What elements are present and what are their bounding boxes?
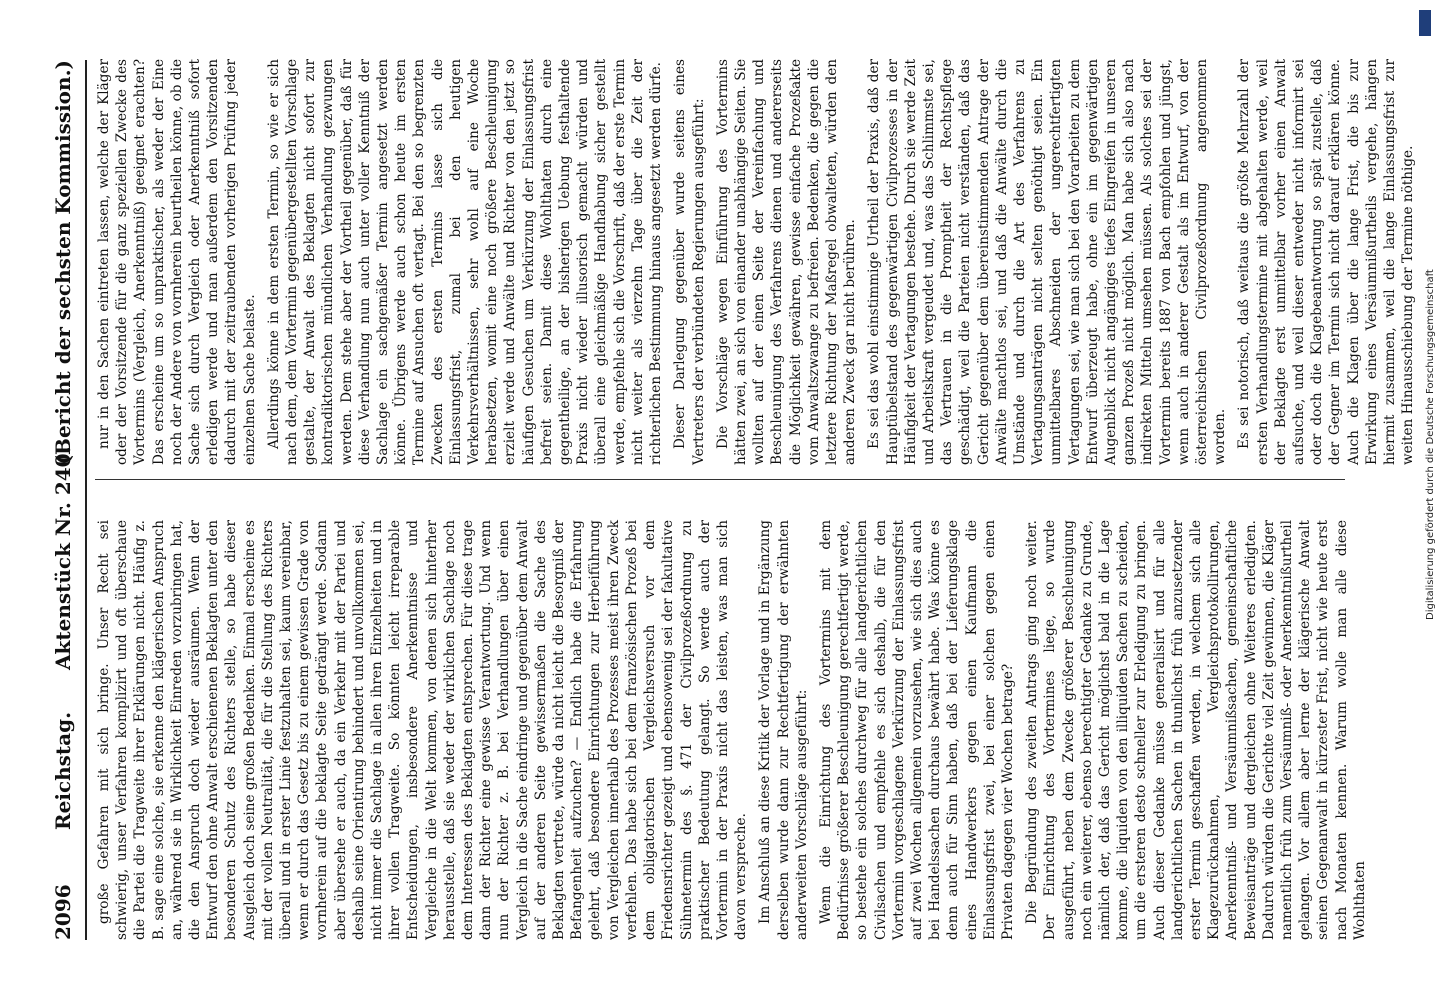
running-title-center: Aktenstück Nr. 240. bbox=[51, 446, 75, 670]
paragraph: Die Begründung des zweiten Antrags ging noch weiter. Der Einrichtung des Vortermines liege, so wurde ausgeführt, neben dem Zwecke größerer Beschleunigung noch ein weiterer, ebenso berechtigter Gedanke zu Grunde, nämlich der, daß das Gericht möglichst bald in die Lage komme, die liquiden von den illiquiden Sachen zu scheiden, um die ersteren desto schneller zur Erledigung zu bringen. Auch dieser Gedanke müsse generalisirt und für alle landgerichtlichen Sachen in thunlichst früh anzusetzender erster Termin geschaffen werden, in welchem sich alle Klagezurücknahmen, Vergleichsprotokollirungen, Anerkenntniß- und Versäumnißsachen, gemeinschaftliche Beweisanträge und dergleichen ohne Weiteres erledigten. Dadurch würden die Gerichte viel Zeit gewinnen, die Kläger namentlich früh zum Versäumniß- oder Anerkenntnißurtheil gelangen. Vor allem aber lerne der klägerische Anwalt seinen Gegenanwalt in kürzester Frist, nicht wie heute erst nach Monaten kennen. Warum wolle man alle diese Wohlthaten bbox=[1024, 520, 1368, 940]
running-title-right: (Bericht der sechsten Kommission.) bbox=[51, 60, 75, 465]
right-text-column bbox=[95, 59, 1417, 480]
dfg-logo bbox=[1419, 10, 1431, 36]
page-number: 2096 bbox=[51, 884, 75, 940]
paragraph: Im Anschluß an diese Kritik der Vorlage und in Ergänzung derselben wurde dann zur Rechtfertigung der erwähnten anderweiten Vorschläge ausgeführt: bbox=[757, 520, 810, 940]
paragraph: Wenn die Einrichtung des Vortermins mit dem Bedürfnisse größerer Beschleunigung gerechtfertigt werde, so bestehe ein solches durchweg für alle landgerichtlichen Civilsachen und empfehle es sich deshalb, die für den Vortermin vorgeschlagene Verkürzung der Einlassungsfrist auf zwei Wochen allgemein vorzusehen, wie sich dies auch bei Handelssachen durchaus bewährt habe. Was könne es denn auch für Sinn haben, daß bei der Lieferungsklage eines Handwerkers gegen einen Kaufmann die Einlassungsfrist zwei, bei einer solchen gegen einen Privaten dagegen vier Wochen betrage? bbox=[817, 520, 1016, 940]
paragraph: Es sei das wohl einstimmige Urtheil der Praxis, daß der Hauptübelstand des gegenwärtigen Civilprozesses in der Häufigkeit der Vertagungen bestehe. Durch sie werde Zeit und Arbeitskraft vergeudet und, was das Schlimmste sei, das Vertrauen in die Promptheit der Rechtspflege geschädigt, weil die Parteien nicht verständen, daß das Gericht gegenüber dem übereinstimmenden Antrage der Anwälte machtlos sei, und daß die Anwälte durch die Umstände und durch die Art des Verfahrens zu Vertagungsanträgen nicht selten genöthigt seien. Ein unmittelbares Abschneiden der ungerechtfertigten Vertagungen sei, wie man sich bei den Vorarbeiten zu dem Entwurf überzeugt habe, ohne ein im gegenwärtigen Augenblick nicht angängiges tiefes Eingreifen in unseren ganzen Prozeß nicht möglich. Man habe sich also nach indirekten Mitteln umsehen müssen. Als solches sei der Vortermin bereits 1887 von Bach empfohlen und jüngst, wenn auch in anderer Gestalt als im Entwurf, von der österreichischen Civilprozeßordnung angenommen worden. bbox=[866, 59, 1229, 465]
paragraph: nur in den Sachen eintreten lassen, welche der Kläger oder der Vorsitzende für die ganz speziellen Zwecke des Vortermins (Vergleich, Anerkenntniß) geeignet erachten? Das erscheine um so unpraktischer, als weder der Eine noch der Andere von vornherein beurtheilen könne, ob die Sache sich durch Vergleich oder Anerkenntniß sofort erledigen werde und man außerdem den Vorsitzenden dadurch mit der zeitraubenden vorherigen Prüfung jeder einzelnen Sache belaste. bbox=[96, 59, 258, 465]
paragraph: Die Vorschläge wegen Einführung des Vortermins hätten zwei, an sich von einander unabhängige Seiten. Sie wollten auf der einen Seite der Vereinfachung und Beschleunigung des Verfahrens dienen und andererseits die Möglichkeit gewähren, gewisse einfache Prozeßakte vom Anwaltszwange zu befreien. Bedenken, die gegen die letztere Richtung der Maßregel obwalteten, würden den anderen Zweck gar nicht berühren. bbox=[714, 59, 859, 465]
running-header bbox=[45, 60, 87, 940]
paragraph: Dieser Darlegung gegenüber wurde seitens eines Vertreters der verbündeten Regierungen ausgeführt: bbox=[672, 59, 707, 465]
paragraph: Es sei notorisch, daß weitaus die größte Mehrzahl der ersten Verhandlungstermine mit abgehalten werde, weil der Beklagte erst unmittelbar vorher einen Anwalt aufsuche, und weil dieser entweder nicht informirt sei oder doch die Klagebeantwortung so spät zustelle, daß der Gegner im Termin sich nicht darauf erklären könne. Auch die Klagen über die lange Frist, die bis zur Erwirkung eines Versäumnißurtheils vergehe, hängen hiermit zusammen, weil die lange Einlassungsfrist zur weiten Hinausschiebung der Termine nöthige. bbox=[1236, 59, 1417, 465]
digitization-credit: Digitalisierung gefördert durch die Deutsche Forschungsgemeinschaft bbox=[1425, 269, 1436, 620]
paragraph: große Gefahren mit sich bringe. Unser Recht sei schwierig, unser Verfahren komplizirt und oft überschaue die Partei die Tragweite ihrer Erklärungen nicht. Häufig z. B. sage eine solche, sie erkenne den klägerischen Anspruch an, während sie in Wirklichkeit Einreden vorzubringen hat, die den Anspruch doch wieder ausräumen. Wenn der Entwurf den ohne Anwalt erschienenen Beklagten unter den besonderen Schutz des Richters stelle, so habe dieser Ausgleich doch seine großen Bedenken. Einmal erscheine es mit der vollen Neutralität, die für die Stellung des Richters überall und in erster Linie festzuhalten sei, kaum vereinbar, wenn er durch das Gesetz bis zu einem gewissen Grade von vornherein auf die beklagte Seite gedrängt werde. Sodann aber übersehe er auch, da ein Verkehr mit der Partei und deshalb seine Orientirung behindert und unvollkommen sei, nicht immer die Sachlage in allen ihren Einzelheiten und in ihrer vollen Tragweite. So könnten leicht irreparable Entscheidungen, insbesondere Anerkenntnisse und Vergleiche in die Welt kommen, von denen sich hinterher herausstelle, daß sie weder der wirklichen Sachlage noch dem Interessen des Beklagten entsprechen. Für diese trage dann der Richter eine gewisse Verantwortung. Und wenn nun der Richter z. B. bei Verhandlungen über einen Vergleich in die Sache eindringe und gegenüber dem Anwalt auf der anderen Seite gewissermaßen die Sache des Beklagten vertrete, würde da nicht leicht die Besorgniß der Befangenheit aufzuchen? — Endlich habe die Erfahrung gelehrt, daß besondere Einrichtungen zur Herbeiführung von Vergleichen innerhalb des Prozesses meist ihren Zweck verfehlen. Das habe sich bei dem französischen Prozeß bei dem obligatorischen Vergleichsversuch vor dem Friedensrichter gezeigt und ebensowenig sei der fakultative Sühnetermin des §. 471 der Civilprozeßordnung zu praktischer Bedeutung gelangt. So werde auch der Vortermin in der Praxis nicht das leisten, was man sich davon verspreche. bbox=[96, 520, 750, 940]
running-title-left: Reichstag. bbox=[51, 711, 75, 830]
left-text-column bbox=[95, 520, 1368, 940]
paragraph: Allerdings könne in dem ersten Termin, so wie er sich nach dem, dem Vortermin gegenübergestellten Vorschlage gestalte, der Anwalt des Beklagten nicht sofort zur kontradiktorischen mündlichen Verhandlung gezwungen werden. Dem stehe aber der Vortheil gegenüber, daß für diese Verhandlung nun auch unter voller Kenntniß der Sachlage ein sachgemäßer Termin angesetzt werden könne. Übrigens werde auch schon heute im ersten Termine auf Ansuchen oft vertagt. Bei den so begrenzten Zwecken des ersten Termins lasse sich die Einlassungsfrist, zumal bei den heutigen Verkehrsverhältnissen, sehr wohl auf eine Woche herabsetzen, womit eine noch größere Beschleunigung erzielt werde und Anwälte und Richter von den jetzt so häufigen Gesuchen um Verkürzung der Einlassungsfrist befreit seien. Damit diese Wohlthaten durch eine gegentheilige, an der bisherigen Uebung festhaltende Praxis nicht wieder illusorisch gemacht würden und überall eine gleichmäßige Handhabung sicher gestellt werde, empfehle sich die Vorschrift, daß der erste Termin nicht weiter als vierzehn Tage über die Zeit der richterlichen Bestimmung hinaus angesetzt werden dürfe. bbox=[265, 59, 665, 465]
